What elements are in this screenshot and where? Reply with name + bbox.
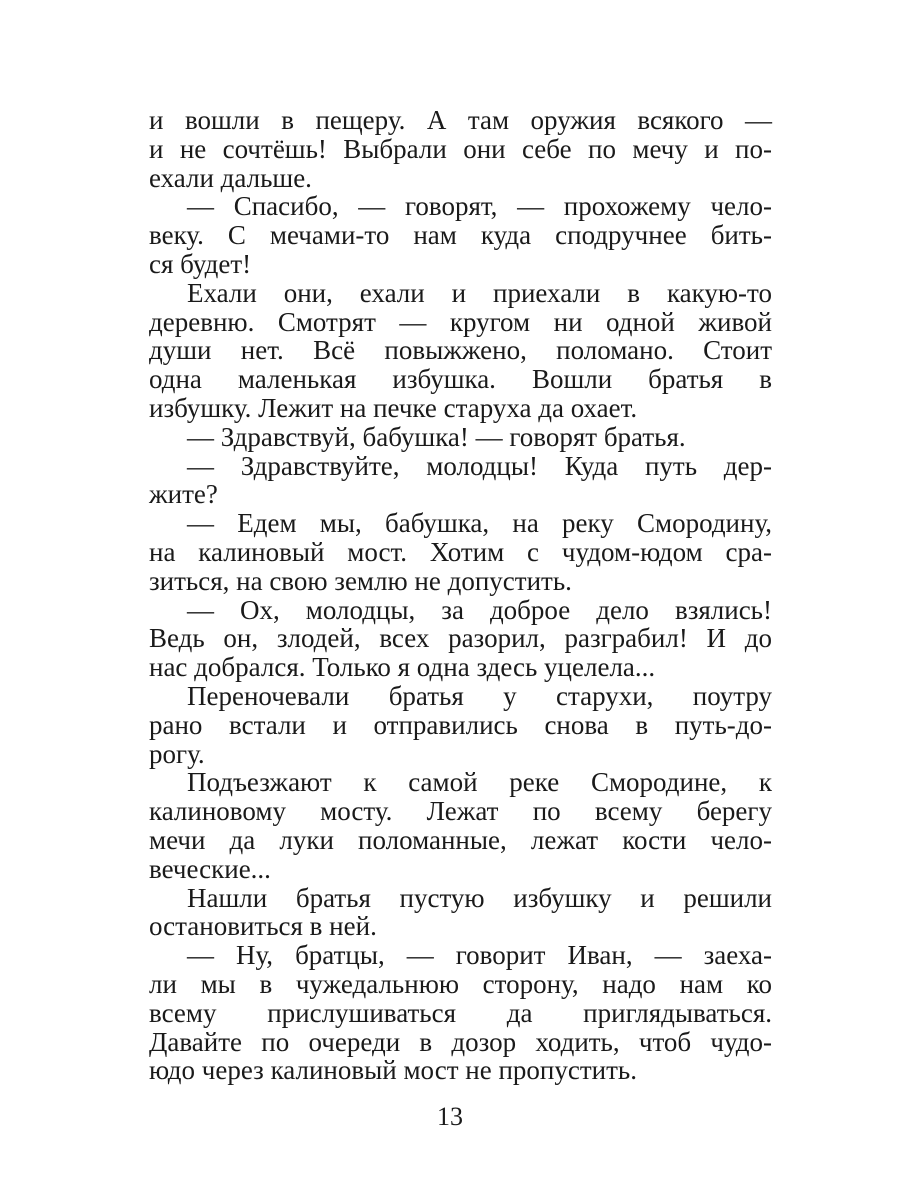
text-line: веческие... xyxy=(149,853,271,884)
paragraph xyxy=(149,768,772,883)
text-line: — Спасибо, — говорят, — прохожему чело- xyxy=(187,191,772,222)
text-line: зиться, на свою землю не допустить. xyxy=(149,565,572,596)
text-line: Ведь он, злодей, всех разорил, разграбил! И до xyxy=(149,623,772,654)
text-line: души нет. Всё повыжжено, поломано. Стоит xyxy=(149,335,772,366)
text-line: Нашли братья пустую избушку и решили xyxy=(187,882,772,913)
text-line: избушку. Лежит на печке старуха да охает. xyxy=(149,392,638,423)
page-number: 13 xyxy=(437,1102,463,1131)
text-line: и не сочтёшь! Выбрали они себе по мечу и по- xyxy=(149,133,772,164)
paragraph xyxy=(149,192,772,278)
text-line: рано встали и отправились снова в путь-до- xyxy=(149,709,772,740)
page-body-text xyxy=(149,106,772,1085)
text-line: юдо через калиновый мост не пропустить. xyxy=(149,1055,637,1086)
text-line: всему прислушиваться да приглядываться. xyxy=(149,997,772,1028)
text-line: нас добрался. Только я одна здесь уцелела... xyxy=(149,652,656,683)
paragraph xyxy=(149,941,772,1085)
paragraph xyxy=(149,423,772,452)
text-line: деревню. Смотрят — кругом ни одной живой xyxy=(149,306,772,337)
paragraph xyxy=(149,682,772,768)
text-line: жите? xyxy=(149,479,218,510)
text-line: Подъезжают к самой реке Смородине, к xyxy=(187,767,772,798)
text-line: — Ну, братцы, — говорит Иван, — заеха- xyxy=(187,940,772,971)
text-line: — Здравствуй, бабушка! — говорят братья. xyxy=(187,421,686,452)
text-line: — Здравствуйте, молодцы! Куда путь дер- xyxy=(187,450,772,481)
text-line: — Ох, молодцы, за доброе дело взялись! xyxy=(187,594,772,625)
paragraph xyxy=(149,279,772,423)
text-line: и вошли в пещеру. А там оружия всякого — xyxy=(149,105,772,135)
text-line: — Едем мы, бабушка, на реку Смородину, xyxy=(187,508,772,539)
text-line: мечи да луки поломанные, лежат кости чело- xyxy=(149,824,772,855)
text-line: Давайте по очереди в дозор ходить, чтоб чудо- xyxy=(149,1026,772,1057)
text-line: рогу. xyxy=(149,738,205,769)
paragraph xyxy=(149,106,772,192)
paragraph xyxy=(149,509,772,595)
text-line: веку. С мечами-то нам куда сподручнее бить- xyxy=(149,220,772,251)
text-line: ли мы в чужедальнюю сторону, надо нам ко xyxy=(149,968,772,999)
text-line: калиновому мосту. Лежат по всему берегу xyxy=(149,796,772,827)
text-line: одна маленькая избушка. Вошли братья в xyxy=(149,364,772,395)
text-line: ехали дальше. xyxy=(149,162,312,193)
paragraph xyxy=(149,596,772,682)
text-line: Ехали они, ехали и приехали в какую-то xyxy=(187,277,772,308)
text-line: Переночевали братья у старухи, поутру xyxy=(187,680,772,711)
text-line: на калиновый мост. Хотим с чудом-юдом сра- xyxy=(149,536,772,567)
text-line: остановиться в ней. xyxy=(149,911,377,942)
text-line: ся будет! xyxy=(149,248,252,279)
paragraph xyxy=(149,884,772,942)
paragraph xyxy=(149,452,772,510)
